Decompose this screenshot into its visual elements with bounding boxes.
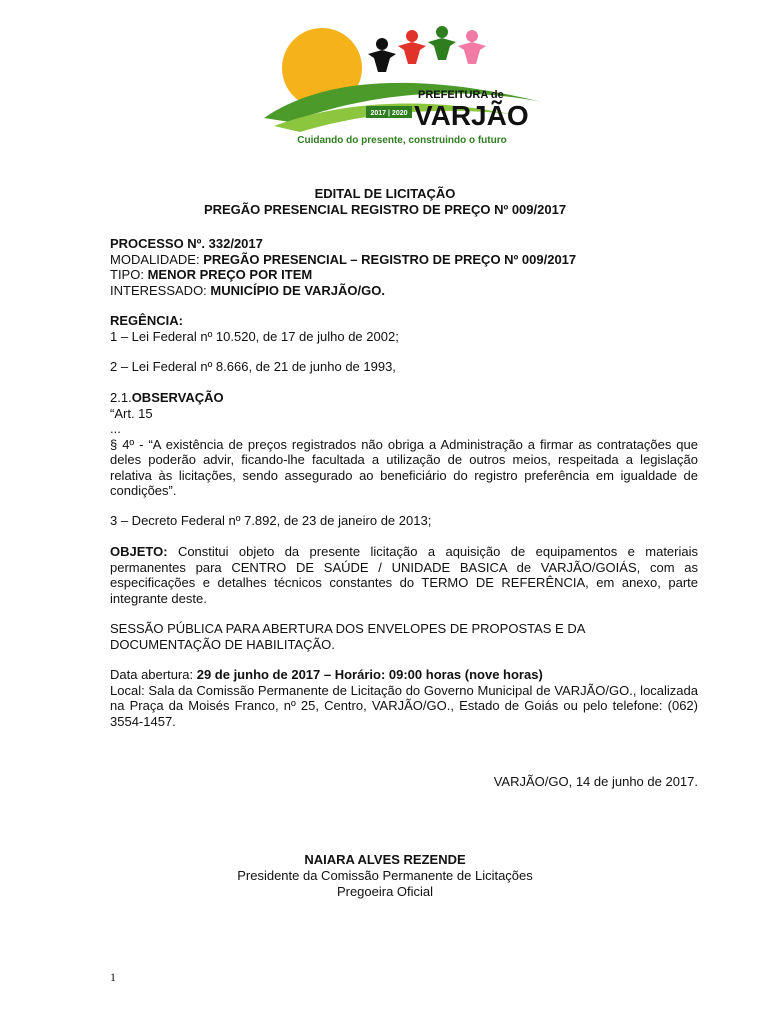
signatory-title: Pregoeira Oficial [336,884,434,899]
sessao-publica-text: SESSÃO PÚBLICA PARA ABERTURA DOS ENVELOPES DE PROPOSTAS E DA DOCUMENTAÇÃO DE HABILITAÇÃO. [110,621,585,652]
regencia-item-1: 1 – Lei Federal nº 10.520, de 17 de julho de 2002; [110,328,399,344]
tipo-value: MENOR PREÇO POR ITEM [147,267,313,282]
processo-line: PROCESSO Nº. 332/2017 [110,236,263,251]
tipo-line [110,267,698,283]
signature-block [0,852,770,900]
interessado-line [110,283,698,299]
svg-text:VARJÃO: VARJÃO [414,100,529,131]
ellipsis: ... [110,421,121,436]
modalidade-value: PREGÃO PRESENCIAL – REGISTRO DE PREÇO Nº 009/2017 [203,251,577,267]
objeto-label: OBJETO: [110,544,168,559]
interessado-value: MUNICÍPIO DE VARJÃO/GO. [210,282,385,298]
svg-text:Cuidando do presente, construi: Cuidando do presente, construindo o futuro [297,135,507,146]
objeto-text: Constitui objeto da presente licitação a aquisição de equipamentos e materiais permanentes para CENTRO DE SAÚDE / UNIDADE BASICA de VARJÃO/GOIÁS, com as especificações e detalhes técnicos constantes do TERMO DE REFERÊNCIA, em anexo, parte integrante deste. [110,544,698,606]
page-number: 1 [110,970,116,984]
tipo-label: TIPO: [110,267,148,282]
regencia-section [110,313,698,344]
people-figures [368,26,486,72]
svg-text:2017 | 2020: 2017 | 2020 [370,110,408,117]
regencia-heading: REGÊNCIA: [110,313,183,328]
observacao-heading-line [110,390,698,406]
paragraph-4: § 4º - “A existência de preços registrados não obriga a Administração a firmar as contratações que deles poderão advir, ficando-lhe facultada a utilização de outros meios, respeitada a legislação relativa às licitações, sendo assegurado ao beneficiário do registro preferência em igualdade de condições”. [110,436,698,498]
observacao-heading: OBSERVAÇÃO [131,390,224,405]
local-text: Local: Sala da Comissão Permanente de Licitação do Governo Municipal de VARJÃO/GO., localizada na Praça da Moisés Franco, nº 25, Centro, VARJÃO/GO., Estado de Goiás ou pelo telefone: (062) 3554-1457. [110,682,698,729]
abertura-section [110,667,698,729]
modalidade-label: MODALIDADE: [110,251,204,267]
regencia-item-2: 2 – Lei Federal nº 8.666, de 21 de junho de 1993, [110,359,396,374]
document-subtitle: PREGÃO PRESENCIAL REGISTRO DE PREÇO Nº 009/2017 [203,202,567,217]
signatory-name: NAIARA ALVES REZENDE [304,852,466,867]
observacao-section [110,390,698,499]
place-date: VARJÃO/GO, 14 de junho de 2017. [493,774,698,789]
data-abertura-line [110,667,698,683]
prefeitura-varjao-logo [260,22,545,152]
data-abertura-label: Data abertura: [110,667,197,682]
regencia-item-3: 3 – Decreto Federal nº 7.892, de 23 de janeiro de 2013; [110,513,432,528]
modalidade-line [110,252,698,268]
process-metadata [110,236,698,298]
interessado-label: INTERESSADO: [110,282,211,298]
data-abertura-value: 29 de junho de 2017 – Horário: 09:00 horas (nove horas) [196,667,543,682]
art-reference: “Art. 15 [110,405,153,421]
signatory-role: Presidente da Comissão Permanente de Licitações [237,868,533,883]
observacao-prefix: 2.1. [110,390,132,405]
svg-text:PREFEITURA de: PREFEITURA de [418,89,504,101]
objeto-paragraph [110,544,698,606]
document-title: EDITAL DE LICITAÇÃO [314,186,456,201]
